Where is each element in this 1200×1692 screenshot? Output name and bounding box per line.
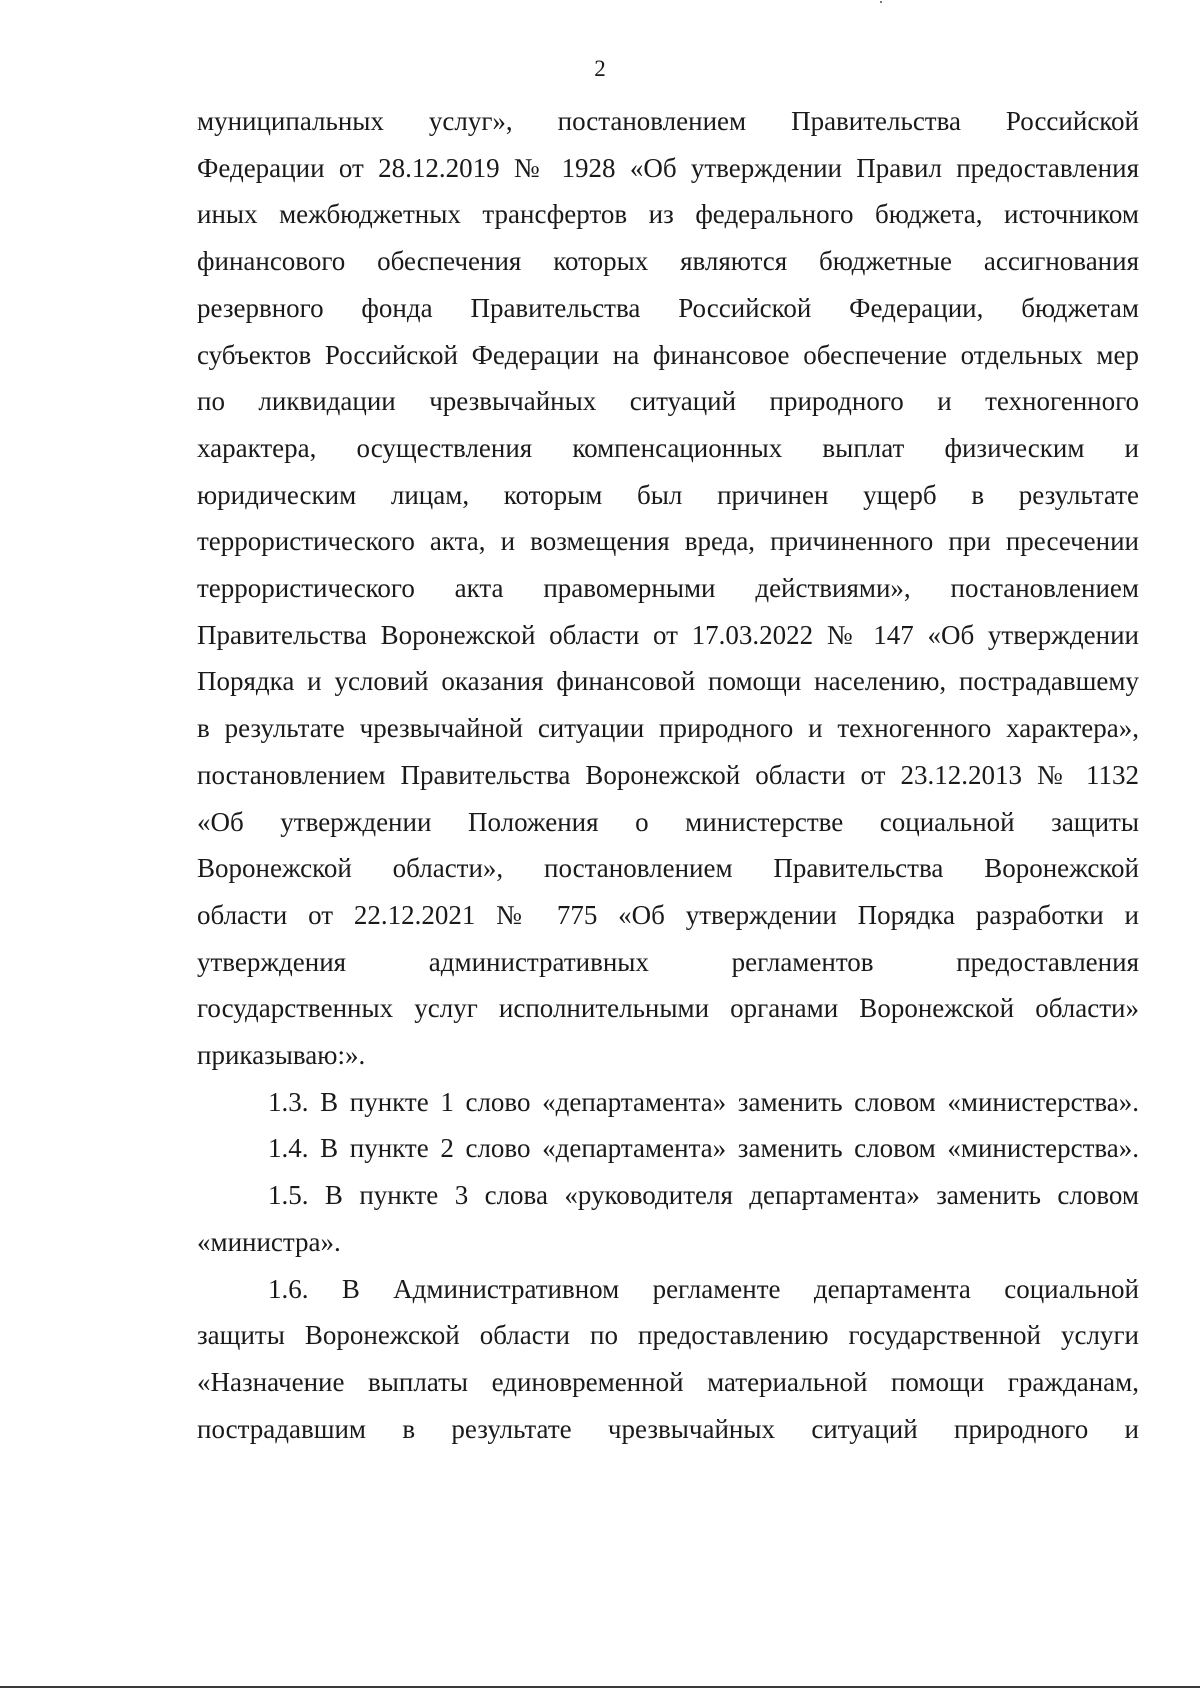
text-line: субъектов Российской Федерации на финансовое обеспечение отдельных мер [197, 340, 1139, 370]
text-line: террористического акта, и возмещения вреда, причиненного при пресечении [197, 526, 1139, 556]
text-line: приказываю:». [197, 1040, 366, 1070]
text-line: финансового обеспечения которых являются бюджетные ассигнования [197, 246, 1139, 276]
text-line: Федерации от 28.12.2019 № 1928 «Об утверждении Правил предоставления [197, 153, 1139, 183]
text-line: характера, осуществления компенсационных выплат физическим и [197, 433, 1139, 463]
text-line: иных межбюджетных трансфертов из федерального бюджета, источником [197, 199, 1139, 229]
text-line: пострадавшим в результате чрезвычайных ситуаций природного и [197, 1414, 1139, 1444]
page-number: 2 [594, 56, 606, 81]
text-line: юридическим лицам, которым был причинен ущерб в результате [197, 480, 1139, 510]
text-line: области от 22.12.2021 № 775 «Об утверждении Порядка разработки и [197, 900, 1139, 930]
text-line: Правительства Воронежской области от 17.03.2022 № 147 «Об утверждении [197, 620, 1139, 650]
text-line: утверждения административных регламентов предоставления [197, 947, 1139, 977]
text-line: «Назначение выплаты единовременной материальной помощи гражданам, [197, 1367, 1139, 1397]
scan-speck [880, 1, 882, 3]
text-line: 1.6. В Административном регламенте департамента социальной [268, 1274, 1139, 1304]
text-line: «министра». [197, 1227, 341, 1257]
text-line: 1.5. В пункте 3 слова «руководителя департамента» заменить словом [268, 1180, 1139, 1210]
text-line: Воронежской области», постановлением Правительства Воронежской [197, 853, 1139, 883]
text-line: в результате чрезвычайной ситуации природного и техногенного характера», [197, 713, 1139, 743]
text-line: защиты Воронежской области по предоставлению государственной услуги [197, 1320, 1139, 1350]
text-line: государственных услуг исполнительными органами Воронежской области» [197, 993, 1139, 1023]
text-line: «Об утверждении Положения о министерстве социальной защиты [197, 807, 1139, 837]
text-line: 1.4. В пункте 2 слово «департамента» заменить словом «министерства». [268, 1133, 1139, 1163]
text-line: Порядка и условий оказания финансовой помощи населению, пострадавшему [197, 666, 1139, 696]
text-line: муниципальных услуг», постановлением Правительства Российской [197, 106, 1139, 136]
text-line: террористического акта правомерными действиями», постановлением [197, 573, 1139, 603]
text-line: резервного фонда Правительства Российской Федерации, бюджетам [197, 293, 1139, 323]
text-line: по ликвидации чрезвычайных ситуаций природного и техногенного [197, 386, 1139, 416]
bottom-edge-line [0, 1686, 1200, 1688]
text-line: постановлением Правительства Воронежской области от 23.12.2013 № 1132 [197, 760, 1139, 790]
text-line: 1.3. В пункте 1 слово «департамента» заменить словом «министерства». [268, 1087, 1139, 1117]
